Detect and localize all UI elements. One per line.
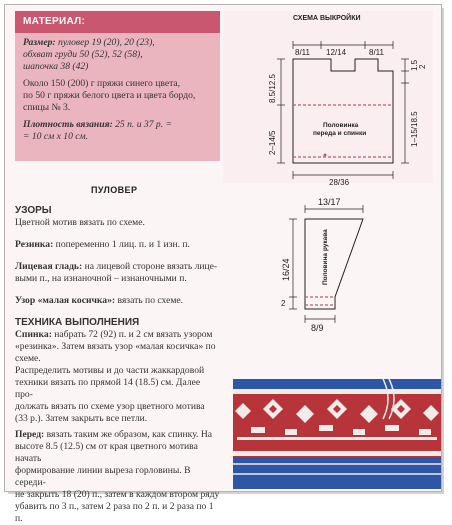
dim-right-main: 1–15/18.5 xyxy=(410,111,419,147)
sleeve-dim-cuff: 2 xyxy=(281,299,286,308)
rib-label: Резинка: xyxy=(15,239,54,250)
braid-label: Узор «малая косичка»: xyxy=(15,295,116,306)
back-label: Спинка: xyxy=(15,329,52,340)
size-label: Размер: xyxy=(23,37,56,48)
yarn-line-2: по 50 г пряжи белого цвета и цвета бордо, xyxy=(23,90,196,101)
front-back-label-1: Половинка xyxy=(323,122,359,129)
back-line-4: Распределить мотивы и до части жаккардовой xyxy=(15,365,205,376)
material-text xyxy=(23,37,218,148)
sleeve-dim-bottom: 8/9 xyxy=(311,323,324,333)
front-line-3: формирование линии выреза горловины. В середи- xyxy=(15,465,191,488)
front-back-outline xyxy=(293,59,393,163)
article-title: ПУЛОВЕР xyxy=(91,185,138,195)
sleeve-dim-top: 13/17 xyxy=(318,197,341,207)
dim-bottom: 28/36 xyxy=(329,178,350,187)
material-header xyxy=(15,11,220,33)
dim-top-mid: 12/14 xyxy=(326,48,347,57)
front-line-2: высоте 8.5 (12.5) см от края цветного мотива начать xyxy=(15,441,198,464)
size-line-2: обхват груди 50 (52), 52 (58), xyxy=(23,49,143,60)
front-back-label-2: переда и спинки xyxy=(313,130,367,137)
knit-pattern-image xyxy=(233,379,441,489)
braid-text: вязать по схеме. xyxy=(115,295,184,306)
back-line-6: должать вязать по схеме узор цветного мотива xyxy=(15,401,205,412)
dim-right-small: 1.5 xyxy=(410,59,419,71)
density-line-1: 25 п. и 37 р. = xyxy=(112,119,172,130)
patterns-heading: УЗОРЫ xyxy=(15,205,52,216)
yarn-line-3: спицы № 3. xyxy=(23,102,71,113)
density-line-2: = 10 см х 10 см. xyxy=(23,131,89,142)
rib-text: попеременно 1 лиц. п. и 1 изн. п. xyxy=(53,239,190,250)
size-line-3: шапочка 38 (42) xyxy=(23,61,89,72)
dim-top-left: 8/11 xyxy=(295,48,310,57)
stock-text: на лицевой стороне вязать лице- xyxy=(82,261,218,272)
stock-label: Лицевая гладь: xyxy=(15,261,83,272)
back-line-3: схеме. xyxy=(15,353,41,364)
back-line-7: (33 р.). Затем закрыть все петли. xyxy=(15,413,148,424)
size-line-1: пуловер 19 (20), 20 (23), xyxy=(55,37,155,48)
patterns-text: Цветной мотив вязать по схеме. xyxy=(15,217,145,228)
material-title: МАТЕРИАЛ: xyxy=(23,16,86,27)
technique-heading: ТЕХНИКА ВЫПОЛНЕНИЯ xyxy=(15,317,140,328)
article-body xyxy=(15,205,220,525)
material-box xyxy=(15,11,220,161)
back-line-2: «резинка». Затем вязать узор «малая косичка» по xyxy=(15,341,216,352)
front-line-1: вязать таким же образом, как спинку. На xyxy=(44,429,213,440)
dim-right-two: 2 xyxy=(418,64,427,69)
front-label: Перед: xyxy=(15,429,45,440)
knitwear-photo xyxy=(233,379,441,489)
back-line-1: набрать 72 (92) п. и 2 см вязать узором xyxy=(51,329,213,340)
front-line-4: не закрыть 18 (20) п., затем в каждом втором ряду xyxy=(15,489,220,500)
magazine-page xyxy=(4,4,442,524)
dim-side-low: 2–14/5 xyxy=(268,130,277,155)
sleeve-label: Половина рукава xyxy=(322,229,329,285)
dim-side-top: 8.5/12.5 xyxy=(268,74,277,103)
density-label: Плотность вязания: xyxy=(23,119,113,130)
dim-top-right: 8/11 xyxy=(369,48,384,57)
scheme-title: СХЕМА ВЫКРОЙКИ xyxy=(293,15,361,22)
sleeve-dim-height: 16/24 xyxy=(281,258,291,281)
stock-text-2: выми п., на изнаночной – изнаночными п. xyxy=(15,273,187,284)
sleeve-outline xyxy=(305,219,363,309)
yarn-line-1: Около 150 (200) г пряжи синего цвета, xyxy=(23,78,181,89)
pattern-diagram xyxy=(223,23,433,343)
back-line-5: техники вязать по прямой 14 (18.5) см. Далее про- xyxy=(15,377,201,400)
front-line-5: убавить по 3 п., затем 2 раза по 2 п. и 2 раза по 1 п. xyxy=(15,501,214,524)
